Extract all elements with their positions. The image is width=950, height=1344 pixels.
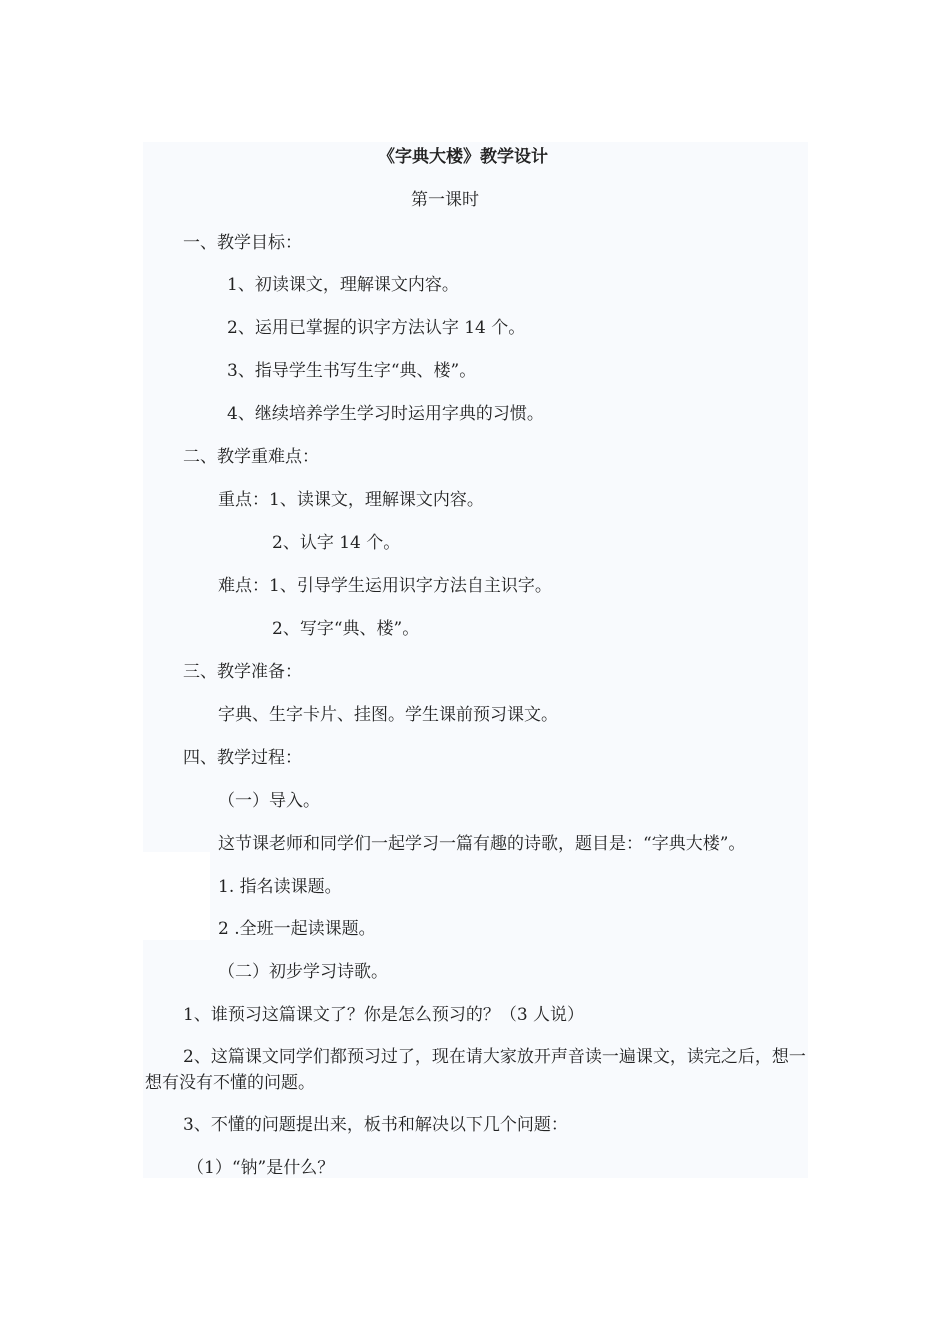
study-item-1: 1、谁预习这篇课文了？你是怎么预习的？（3 人说） — [183, 1005, 585, 1025]
study-item-2: 2、这篇课文同学们都预习过了，现在请大家放开声音读一遍课文，读完之后，想一想有没有不懂的问题。 — [145, 1047, 806, 1093]
goal-item-2: 2、运用已掌握的识字方法认字 14 个。 — [227, 318, 526, 338]
background-notch — [143, 852, 210, 940]
lesson-subtitle: 第一课时 — [411, 190, 479, 210]
section-heading-preparation: 三、教学准备： — [183, 662, 302, 682]
key-point-1: 重点：1、读课文，理解课文内容。 — [218, 490, 484, 510]
key-point-2: 2、认字 14 个。 — [272, 533, 401, 553]
question-item-1: （1）“钠”是什么？ — [187, 1158, 335, 1178]
section-heading-goals: 一、教学目标： — [183, 233, 302, 253]
preparation-text: 字典、生字卡片、挂图。学生课前预习课文。 — [218, 705, 558, 725]
intro-item-1: 1. 指名读课题。 — [218, 877, 342, 897]
process-step-study: （二）初步学习诗歌。 — [218, 962, 388, 982]
process-step-intro: （一）导入。 — [218, 791, 320, 811]
difficulty-2: 2、写字“典、楼”。 — [272, 619, 420, 639]
study-item-3: 3、不懂的问题提出来，板书和解决以下几个问题： — [183, 1115, 568, 1135]
section-heading-process: 四、教学过程： — [183, 748, 302, 768]
difficulty-1: 难点：1、引导学生运用识字方法自主识字。 — [218, 576, 552, 596]
intro-text: 这节课老师和同学们一起学习一篇有趣的诗歌，题目是：“字典大楼”。 — [218, 834, 746, 854]
goal-item-4: 4、继续培养学生学习时运用字典的习惯。 — [227, 404, 544, 424]
goal-item-1: 1、初读课文，理解课文内容。 — [227, 275, 459, 295]
goal-item-3: 3、指导学生书写生字“典、楼”。 — [227, 361, 477, 381]
section-heading-key-points: 二、教学重难点： — [183, 447, 319, 467]
intro-item-2: 2 .全班一起读课题。 — [218, 919, 376, 939]
document-title: 《字典大楼》教学设计 — [378, 147, 548, 167]
